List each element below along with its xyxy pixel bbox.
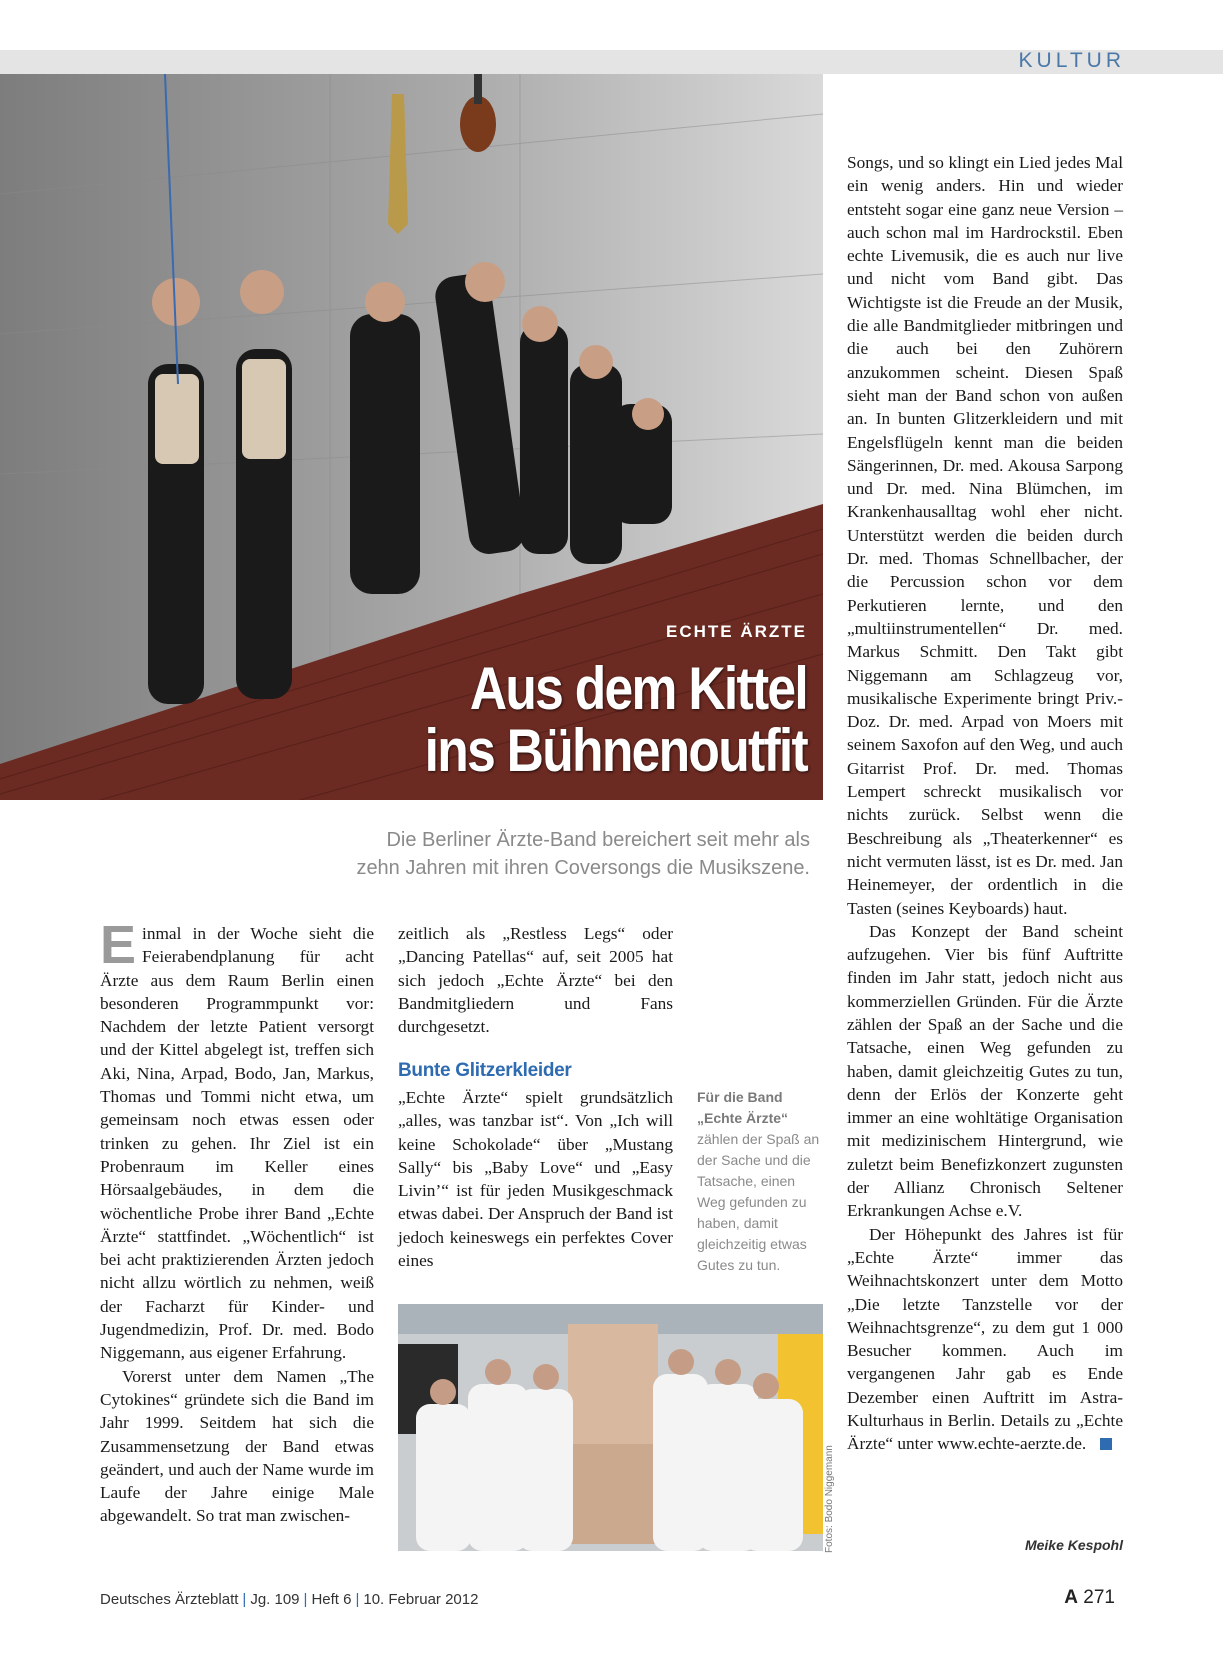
band-group-photo-illustration bbox=[398, 1304, 823, 1551]
page-number bbox=[1064, 1587, 1115, 1609]
hero-kicker: ECHTE ÄRZTE bbox=[666, 622, 807, 641]
page-number-value: 271 bbox=[1083, 1587, 1115, 1608]
column3-paragraph3 bbox=[847, 1223, 1123, 1456]
footer-issue: Heft 6 bbox=[311, 1591, 352, 1608]
column3-paragraph2: Das Konzept der Band scheint aufzugehen. Vier bis fünf Auftritte finden im Jahr statt, jedoch nicht aus kommerziellen Gründen. Für die Ärzte zählen der Spaß an der Sache und die Tatsache, einen Weg gefunden zu haben, damit gleichzeitig Gutes zu tun, denn der Erlös der Konzerte geht immer an eine wohltätige Organisation mit medizinischem Hintergrund, wie zuletzt beim Benefizkonzert zugunsten der Allianz Chronisch Seltener Erkrankungen Achse e.V. bbox=[847, 921, 1123, 1221]
page-prefix: A bbox=[1064, 1587, 1079, 1608]
section-label: KULTUR bbox=[1018, 49, 1125, 72]
column-1 bbox=[100, 915, 374, 1528]
column1-p1-text: inmal in der Woche sieht die Feierabendplanung für acht Ärzte aus dem Raum Berlin einen besonderen Programmpunkt vor: Nachdem der letzte Patient versorgt und der Kittel abgelegt ist, treffen sich Aki, Nina, Arpad, Bodo, Jan, Markus, Thomas und Tommi nicht etwa, um gemeinsam noch etwas essen oder trinken zu gehen. Ihr Ziel ist ein Probenraum im Keller eines Hörsaalgebäudes, in dem die wöchentliche Probe ihrer Band „Echte Ärzte“ stattfindet. „Wöchentlich“ ist bei acht praktizierenden Ärzten jedoch nicht allzu wörtlich zu nehmen, weiß der Facharzt für Kinder- und Jugendmedizin, Prof. Dr. med. Bodo Niggemann, aus eigener Erfahrung. bbox=[100, 924, 374, 1363]
footer-date: 10. Februar 2012 bbox=[363, 1591, 479, 1608]
column-3 bbox=[847, 151, 1123, 1456]
photo-credit: Fotos: Bodo Niggemann bbox=[824, 1445, 835, 1553]
hero-title-line1: Aus dem Kittel bbox=[469, 655, 807, 722]
column1-paragraph1 bbox=[100, 915, 374, 1365]
column3-p3-text: Der Höhepunkt des Jahres ist für „Echte Ärzte“ immer das Weihnachtskonzert unter dem Motto „Die letzte Tanzstelle vor der Weihnachtsgrenze“, zu dem gut 1 000 Besucher kommen. Auch im vergangenen Jahr gab es Ende Dezember einen Auftritt im Astra-Kulturhaus in Berlin. Details zu „Echte Ärzte“ unter www.echte-aerzte.de. bbox=[847, 1224, 1123, 1454]
lead-line2: zehn Jahren mit ihren Coversongs die Musikszene. bbox=[356, 857, 810, 879]
lead-paragraph bbox=[250, 826, 810, 882]
footer-separator: | bbox=[355, 1591, 360, 1608]
end-mark-icon bbox=[1100, 1438, 1112, 1450]
caption-title1: Für die Band bbox=[697, 1089, 783, 1105]
hero-photo bbox=[0, 74, 823, 800]
footer-volume: Jg. 109 bbox=[250, 1591, 300, 1608]
footer bbox=[100, 1591, 478, 1608]
author-name: Meike Kespohl bbox=[1024, 1537, 1123, 1553]
column1-paragraph2: Vorerst unter dem Namen „The Cytokines“ gründete sich die Band im Jahr 1999. Seitdem hat sich die Zusammensetzung der Band etwas geändert, und auch der Name wurde im Laufe der Jahre einige Male abgewandelt. So trat man zwischen- bbox=[100, 1366, 374, 1526]
footer-journal: Deutsches Ärzteblatt bbox=[100, 1591, 239, 1608]
band-group-photo bbox=[398, 1304, 823, 1551]
column-2-bottom bbox=[398, 1086, 673, 1272]
hero-title bbox=[291, 655, 807, 784]
caption-title2: „Echte Ärzte“ bbox=[697, 1110, 789, 1126]
caption-text: zählen der Spaß an der Sache und die Tatsache, einen Weg gefunden zu haben, damit gleichzeitig etwas Gutes zu tun. bbox=[697, 1131, 820, 1273]
column2-paragraph2: „Echte Ärzte“ spielt grundsätzlich „alles, was tanzbar ist“. Von „Ich will keine Schokolade“ über „Mustang Sally“ bis „Baby Love“ und „Easy Livin’“ ist für jeden Musikgeschmack etwas dabei. Der Anspruch der Band ist jedoch keineswegs ein perfektes Cover eines bbox=[398, 1088, 673, 1271]
subheading: Bunte Glitzerkleider bbox=[398, 1060, 572, 1081]
footer-separator: | bbox=[303, 1591, 308, 1608]
lead-line1: Die Berliner Ärzte-Band bereichert seit mehr als bbox=[386, 829, 810, 851]
photo-caption bbox=[697, 1087, 827, 1276]
column2-paragraph1: zeitlich als „Restless Legs“ oder „Dancing Patellas“ auf, seit 2005 hat sich jedoch „Echte Ärzte“ bei den Bandmitgliedern und Fans durchgesetzt. bbox=[398, 924, 673, 1037]
footer-separator: | bbox=[242, 1591, 247, 1608]
dropcap: E bbox=[100, 915, 137, 975]
column-2-top bbox=[398, 922, 673, 1038]
column3-paragraph1: Songs, und so klingt ein Lied jedes Mal ein wenig anders. Hin und wieder entsteht sogar eine ganz neue Version – auch schon mal im Hardrockstil. Eben echte Livemusik, die es auch nur live und nicht vom Band gibt. Das Wichtigste ist die Freude an der Musik, die alle Bandmitglieder mitbringen und die auch bei den Zuhörern anzukommen scheint. Diesen Spaß sieht man der Band schon von außen an. In bunten Glitzerkleidern und mit Engelsflügeln kennt man die beiden Sängerinnen, Dr. med. Akousa Sarpong und Dr. med. Nina Blümchen, im Krankenhausalltag wohl eher nicht. Unterstützt werden die beiden durch Dr. med. Thomas Schnellbacher, der die Percussion schon vor dem Perkutieren lernte, und den „multiinstrumentellen“ Dr. med. Markus Schmitt. Den Takt gibt Niggemann am Schlagzeug vor, musikalische Experimente bringt Priv.-Doz. Dr. med. Arpad von Moers mit seinem Saxofon auf den Weg, und auch Gitarrist Prof. Dr. med. Thomas Lempert schreckt musikalisch vor nichts zurück. Selbst wenn die Beschreibung als „Theaterkenner“ es nicht vermuten lässt, ist es Dr. med. Jan Heinemeyer, der ordentlich in die Tasten (seines Keyboards) haut. bbox=[847, 153, 1123, 918]
hero-title-line2: ins Bühnenoutfit bbox=[424, 717, 807, 784]
